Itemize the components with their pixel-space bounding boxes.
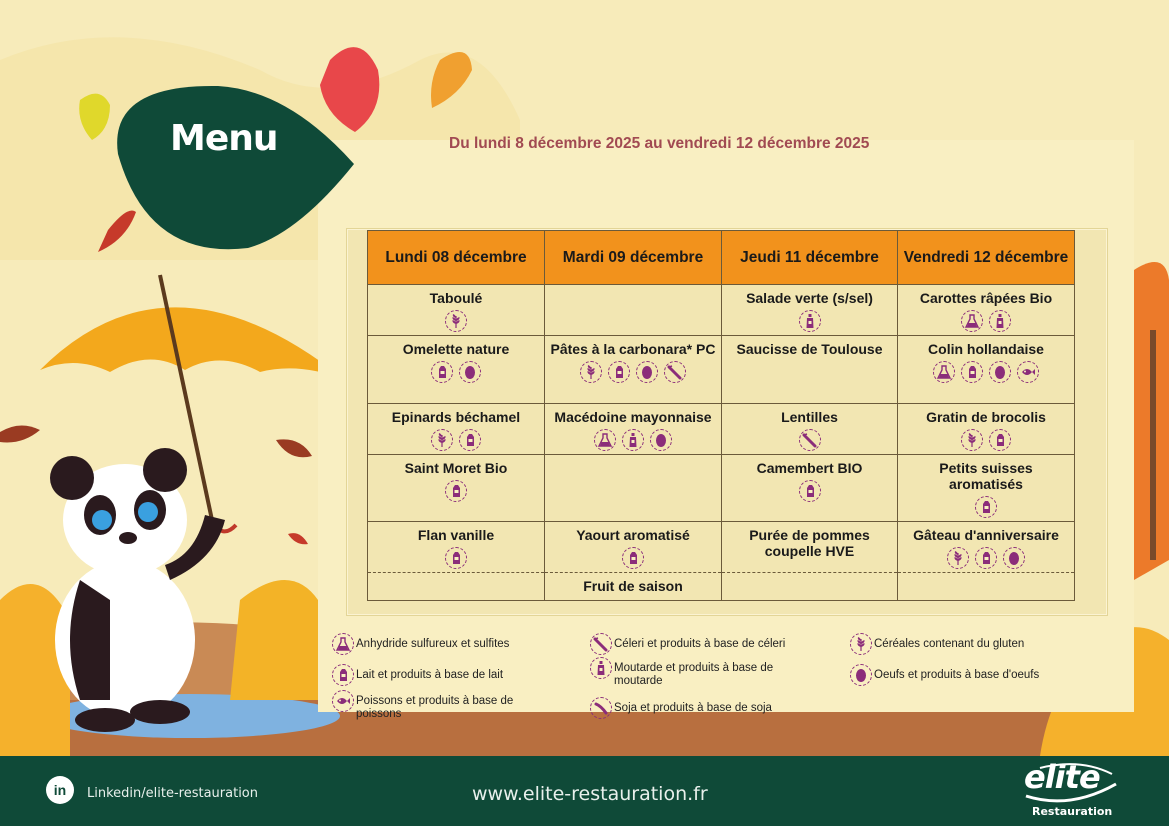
gluten-allergen-icon: [850, 633, 872, 655]
day-header-0: Lundi 08 décembre: [368, 231, 545, 285]
menu-cell: [368, 573, 545, 601]
menu-cell: [722, 573, 898, 601]
lait-allergen-icon: [459, 429, 481, 451]
legend-label: Oeufs et produits à base d'oeufs: [874, 669, 1040, 681]
sulfites-allergen-icon: [933, 361, 955, 383]
moutarde-allergen-icon: [799, 310, 821, 332]
dish-name: Flan vanille: [417, 527, 495, 543]
allergen-icons: [372, 361, 540, 383]
legend-label: Soja et produits à base de soja: [614, 702, 772, 714]
oeufs-allergen-icon: [459, 361, 481, 383]
lait-allergen-icon: [622, 547, 644, 569]
allergen-icons: [549, 429, 717, 451]
menu-cell: [722, 285, 898, 336]
allergen-icons: [902, 429, 1070, 451]
day-header-2: Jeudi 11 décembre: [722, 231, 898, 285]
lait-allergen-icon: [975, 547, 997, 569]
allergen-icons: [372, 310, 540, 332]
menu-cell: [898, 285, 1075, 336]
dish-name: Camembert BIO: [756, 460, 863, 476]
poissons-allergen-icon: [332, 690, 354, 712]
dish-name: Yaourt aromatisé: [576, 527, 690, 543]
dish-name: Gâteau d'anniversaire: [913, 527, 1059, 543]
oeufs-allergen-icon: [650, 429, 672, 451]
menu-row: [368, 285, 1075, 336]
celeri-allergen-icon: [590, 633, 612, 655]
oeufs-allergen-icon: [1003, 547, 1025, 569]
menu-row: [368, 573, 1075, 601]
legend-label: Poissons et produits à base de poissons: [356, 695, 514, 720]
menu-cell: [898, 573, 1075, 601]
dish-name: Saucisse de Toulouse: [736, 341, 883, 357]
allergen-icons: [902, 496, 1070, 518]
dish-name: Salade verte (s/sel): [746, 290, 873, 306]
dish-name: Taboulé: [429, 290, 483, 306]
menu-cell: [545, 522, 722, 573]
menu-cell: [898, 336, 1075, 404]
lait-allergen-icon: [332, 664, 354, 686]
allergen-icons: [549, 547, 717, 569]
allergen-icons: [726, 310, 893, 332]
dish-name: Gratin de brocolis: [926, 409, 1046, 425]
lait-allergen-icon: [445, 480, 467, 502]
menu-cell: [722, 404, 898, 455]
gluten-allergen-icon: [431, 429, 453, 451]
menu-cell: [368, 522, 545, 573]
dish-name: Macédoine mayonnaise: [554, 409, 712, 425]
allergen-icons: [372, 547, 540, 569]
elite-logo-word: elite: [1024, 758, 1100, 796]
allergen-icons: [372, 480, 540, 502]
allergen-icons: [902, 361, 1070, 383]
moutarde-allergen-icon: [622, 429, 644, 451]
menu-cell: [368, 336, 545, 404]
menu-cell: [368, 404, 545, 455]
legend-label: Moutarde et produits à base de moutarde: [614, 662, 774, 687]
linkedin-icon[interactable]: in: [46, 776, 74, 804]
gluten-allergen-icon: [961, 429, 983, 451]
menu-cell: [545, 285, 722, 336]
menu-cell: [722, 522, 898, 573]
menu-cell: [368, 455, 545, 522]
menu-row: [368, 455, 1075, 522]
menu-cell: [722, 455, 898, 522]
sulfites-allergen-icon: [594, 429, 616, 451]
menu-row: [368, 522, 1075, 573]
legend-label: Céréales contenant du gluten: [874, 638, 1025, 650]
dish-name: Pâtes à la carbonara* PC: [550, 341, 716, 357]
dish-name: Carottes râpées Bio: [919, 290, 1053, 306]
celeri-allergen-icon: [664, 361, 686, 383]
gluten-allergen-icon: [580, 361, 602, 383]
menu-row: [368, 336, 1075, 404]
menu-cell: [898, 522, 1075, 573]
moutarde-allergen-icon: [989, 310, 1011, 332]
sulfites-allergen-icon: [332, 633, 354, 655]
allergen-icons: [726, 480, 893, 502]
menu-cell: [545, 336, 722, 404]
sulfites-allergen-icon: [961, 310, 983, 332]
legend-label: Céleri et produits à base de céleri: [614, 638, 786, 650]
menu-cell: [898, 404, 1075, 455]
allergen-icons: [372, 429, 540, 451]
menu-cell: [545, 573, 722, 601]
elite-logo-subtitle: Restauration: [1032, 805, 1113, 818]
linkedin-link[interactable]: Linkedin/elite-restauration: [87, 786, 258, 801]
allergen-icons: [549, 361, 717, 383]
allergen-icons: [902, 547, 1070, 569]
lait-allergen-icon: [445, 547, 467, 569]
lait-allergen-icon: [975, 496, 997, 518]
menu-leaf-shape: [108, 84, 358, 252]
gluten-allergen-icon: [445, 310, 467, 332]
dish-name: Purée de pommes coupelle HVE: [749, 527, 870, 559]
legend-label: Lait et produits à base de lait: [356, 669, 504, 681]
menu-cell: [545, 455, 722, 522]
oeufs-allergen-icon: [989, 361, 1011, 383]
menu-cell: [898, 455, 1075, 522]
allergen-icons: [902, 310, 1070, 332]
page-title: Menu: [170, 118, 278, 159]
gluten-allergen-icon: [947, 547, 969, 569]
lait-allergen-icon: [799, 480, 821, 502]
oeufs-allergen-icon: [850, 664, 872, 686]
poissons-allergen-icon: [1017, 361, 1039, 383]
lait-allergen-icon: [961, 361, 983, 383]
date-range-subtitle: Du lundi 8 décembre 2025 au vendredi 12 décembre 2025: [449, 135, 870, 152]
day-header-1: Mardi 09 décembre: [545, 231, 722, 285]
soja-allergen-icon: [590, 697, 612, 719]
dish-name: Lentilles: [781, 409, 838, 425]
menu-cell: [722, 336, 898, 404]
dish-name: Saint Moret Bio: [404, 460, 508, 476]
menu-cell: [368, 285, 545, 336]
lait-allergen-icon: [431, 361, 453, 383]
lait-allergen-icon: [989, 429, 1011, 451]
allergen-icons: [726, 429, 893, 451]
legend-label: Anhydride sulfureux et sulfites: [356, 638, 510, 650]
oeufs-allergen-icon: [636, 361, 658, 383]
dish-name: Epinards béchamel: [391, 409, 521, 425]
day-header-3: Vendredi 12 décembre: [898, 231, 1075, 285]
celeri-allergen-icon: [799, 429, 821, 451]
dish-name: Omelette nature: [402, 341, 510, 357]
day-header-row: [368, 231, 1075, 285]
website-link[interactable]: www.elite-restauration.fr: [472, 783, 708, 805]
dish-name: Fruit de saison: [583, 578, 683, 594]
dish-name: Petits suisses aromatisés: [939, 460, 1033, 492]
lait-allergen-icon: [608, 361, 630, 383]
menu-cell: [545, 404, 722, 455]
moutarde-allergen-icon: [590, 657, 612, 679]
dish-name: Colin hollandaise: [928, 341, 1044, 357]
weekly-menu-table: [367, 230, 1075, 601]
menu-row: [368, 404, 1075, 455]
